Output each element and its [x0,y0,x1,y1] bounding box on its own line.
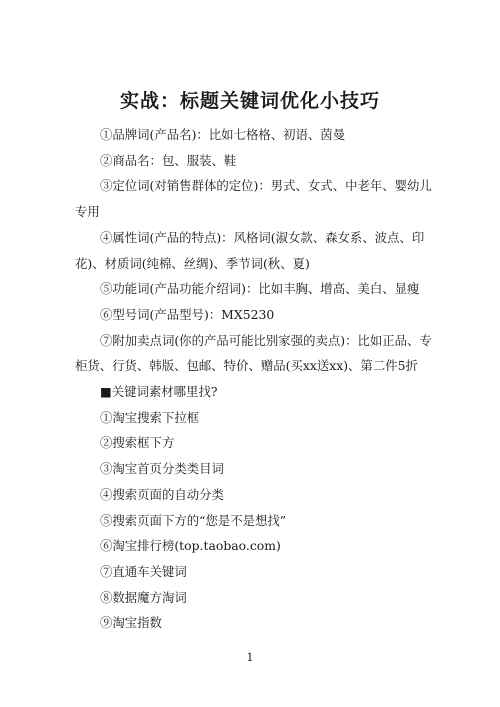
body-paragraph: ⑤功能词(产品功能介绍词)：比如丰胸、增高、美白、显瘦 [100,281,420,297]
body-paragraph: ②商品名：包、服装、鞋 [100,152,237,168]
body-paragraph: ■关键词素材哪里找? [100,384,218,400]
body-paragraph: ⑨淘宝指数 [100,615,162,631]
body-paragraph: ①品牌词(产品名)：比如七格格、初语、茵曼 [100,127,346,142]
page-number: 1 [246,651,254,664]
body-paragraph: ④搜索页面的自动分类 [100,486,224,502]
body-paragraph: ③淘宝首页分类类目词 [100,461,224,477]
body-paragraph: ④属性词(产品的特点)：风格词(淑女款、森女系、波点、印花)、材质词(纯棉、丝绸)、季节词(秋、夏) [75,229,425,271]
body-paragraph: ③定位词(对销售群体的定位)：男式、女式、中老年、婴幼儿专用 [75,178,432,220]
body-paragraph: ②搜索框下方 [100,435,175,451]
body-paragraph: ⑦附加卖点词(你的产品可能比别家强的卖点)：比如正品、专柜货、行货、韩版、包邮、特价、赠品(买xx送xx)、第二件5折 [75,332,432,374]
body-paragraph: ⑥型号词(产品型号)：MX5230 [100,306,275,322]
document-body [75,122,437,636]
document-title: 实战：标题关键词优化小技巧 [119,90,380,112]
body-paragraph: ⑧数据魔方淘词 [100,589,187,605]
body-paragraph: ⑥淘宝排行榜(top.taobao.com) [100,538,281,554]
body-paragraph: ⑤搜索页面下方的“您是不是想找” [100,512,287,528]
body-paragraph: ①淘宝搜索下拉框 [100,409,200,425]
body-paragraph: ⑦直通车关键词 [100,563,187,579]
